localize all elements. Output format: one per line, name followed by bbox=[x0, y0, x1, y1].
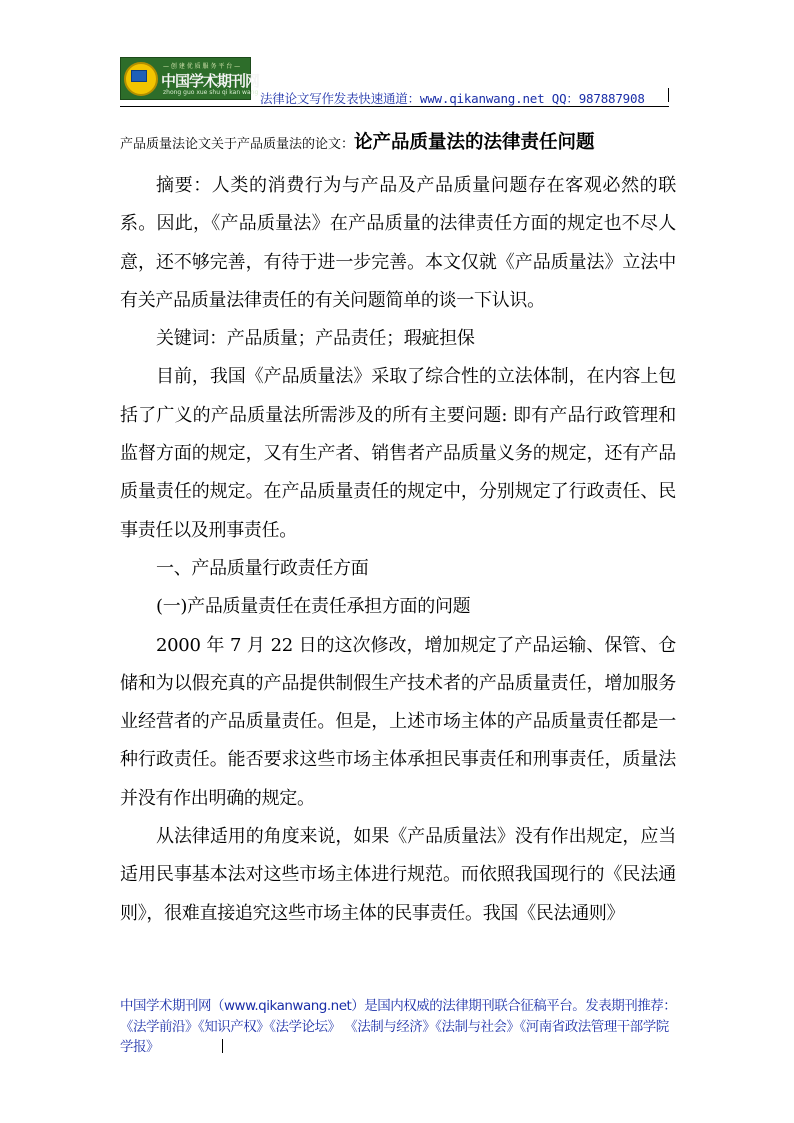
qikanwang-logo bbox=[120, 57, 260, 100]
paragraph-abstract: 摘要：人类的消费行为与产品及产品质量问题存在客观必然的联系。因此，《产品质量法》在产品质量的法律责任方面的规定也不尽人意，还不够完善，有待于进一步完善。本文仅就《产品质量法》立法中有关产品质量法律责任的有关问题简单的谈一下认识。 bbox=[120, 175, 676, 311]
title-main: 论产品质量法的法律责任问题 bbox=[354, 132, 595, 153]
article-title bbox=[120, 128, 595, 154]
logo-slogan: — 创 建 优 质 服 务 平 台 — bbox=[163, 63, 241, 70]
header-contact-link[interactable]: 法律论文写作发表快速通道：www.qikanwang.net QQ：987887908 bbox=[260, 91, 645, 106]
article-body bbox=[120, 167, 676, 933]
section-heading-1: 一、产品质量行政责任方面 bbox=[156, 557, 369, 579]
footer-promo[interactable]: 中国学术期刊网（www.qikanwang.net）是国内权威的法律期刊联合征稿平台。发表期刊推荐：《法学前沿》《知识产权》《法学论坛》 《法制与经济》《法制与社会》《河南省政法管理干部学院学报》 bbox=[120, 998, 677, 1055]
logo-name: 中国学术期刊网 bbox=[161, 72, 260, 90]
paragraph-amendment: 2000 年 7 月 22 日的这次修改，增加规定了产品运输、保管、仓储和为以假充真的产品提供制假生产技术者的产品质量责任，增加服务业经营者的产品质量责任。但是，上述市场主体的产品质量责任都是一种行政责任。能否要求这些市场主体承担民事责任和刑事责任，质量法并没有作出明确的规定。 bbox=[120, 634, 676, 809]
footer-text-cursor bbox=[222, 1039, 223, 1053]
paragraph-law-application: 从法律适用的角度来说，如果《产品质量法》没有作出规定，应当适用民事基本法对这些市场主体进行规范。而依照我国现行的《民法通则》，很难直接追究这些市场主体的民事责任。我国《民法通则》 bbox=[120, 826, 676, 924]
title-prefix: 产品质量法论文关于产品质量法的论文： bbox=[120, 137, 355, 152]
book-icon bbox=[131, 70, 147, 82]
paragraph-intro: 目前，我国《产品质量法》采取了综合性的立法体制，在内容上包括了广义的产品质量法所需涉及的所有主要问题: 即有产品行政管理和监督方面的规定，又有生产者、销售者产品质量义务的规定，还有产品质量责任的规定。在产品质量责任的规定中，分别规定了行政责任、民事责任以及刑事责任。 bbox=[120, 366, 676, 541]
paragraph-keywords: 关键词：产品质量；产品责任；瑕疵担保 bbox=[156, 328, 475, 350]
header-divider bbox=[120, 106, 669, 107]
header-text-cursor bbox=[668, 88, 669, 102]
logo-pinyin: zhong guo xue shu qi kan wang bbox=[163, 89, 259, 96]
subsection-heading-1: (一)产品质量责任在责任承担方面的问题 bbox=[156, 596, 471, 618]
